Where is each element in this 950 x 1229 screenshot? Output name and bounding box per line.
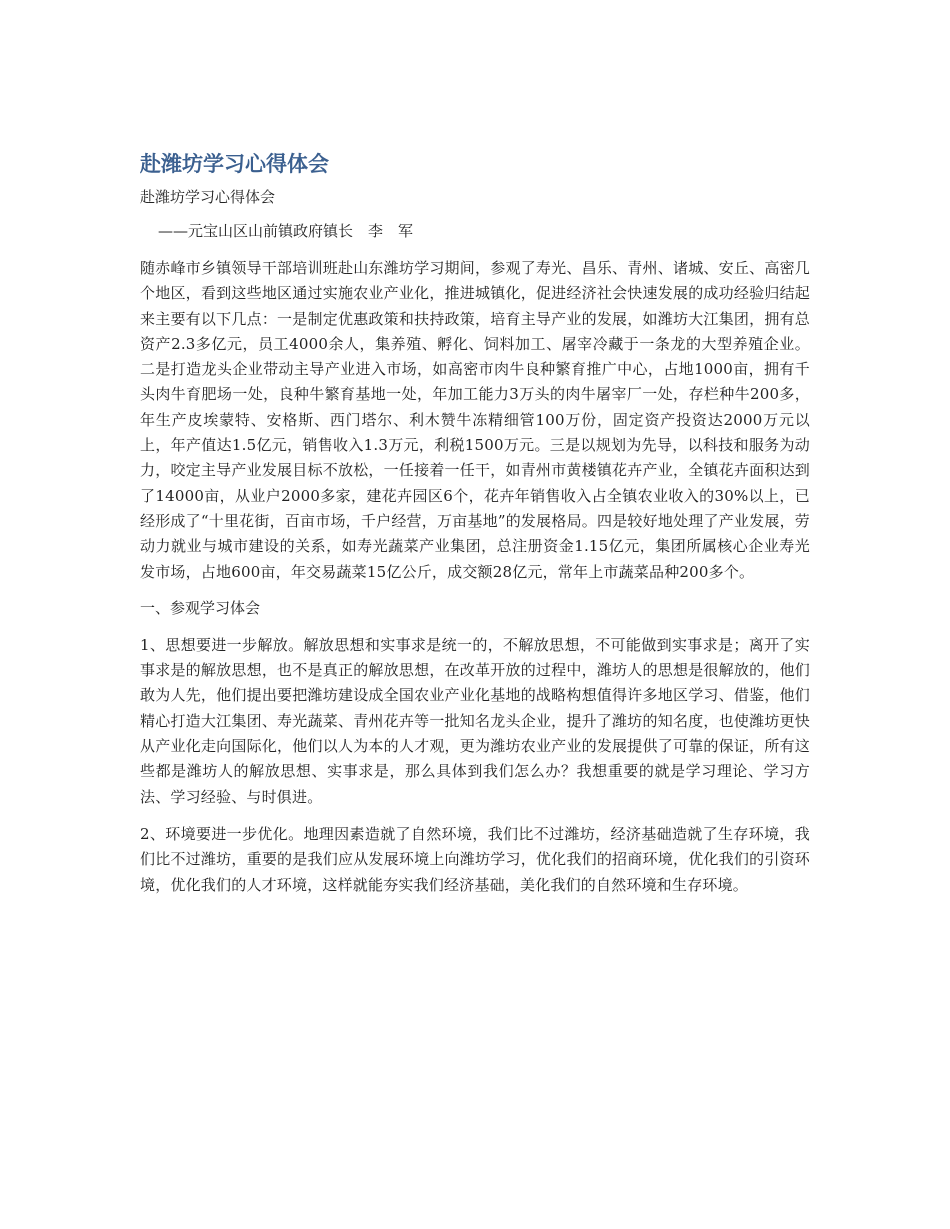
intro-paragraph: 随赤峰市乡镇领导干部培训班赴山东潍坊学习期间，参观了寿光、昌乐、青州、诸城、安丘、高密几个地区，看到这些地区通过实施农业产业化，推进城镇化，促进经济社会快速发展的成功经验归结起来主要有以下几点：一是制定优惠政策和扶持政策，培育主导产业的发展，如潍坊大江集团，拥有总资产2.3多亿元，员工4000余人，集养殖、孵化、饲料加工、屠宰冷藏于一条龙的大型养殖企业。二是打造龙头企业带动主导产业进入市场，如高密市肉牛良种繁育推广中心，占地1000亩，拥有千头肉牛育肥场一处，良种牛繁育基地一处，年加工能力3万头的肉牛屠宰厂一处，存栏种牛200多，年生产皮埃蒙特、安格斯、西门塔尔、利木赞牛冻精细管100万份，固定资产投资达2000万元以上，年产值达1.5亿元，销售收入1.3万元，利税1500万元。三是以规划为先导，以科技和服务为动力，咬定主导产业发展目标不放松，一任接着一任干，如青州市黄楼镇花卉产业，全镇花卉面积达到了14000亩，从业户2000多家，建花卉园区6个，花卉年销售收入占全镇农业收入的30%以上，已经形成了“十里花街，百亩市场，千户经营，万亩基地”的发展格局。四是较好地处理了产业发展，劳动力就业与城市建设的关系，如寿光蔬菜产业集团，总注册资金1.15亿元，集团所属核心企业寿光发市场，占地600亩，年交易蔬菜15亿公斤，成交额28亿元，常年上市蔬菜品种200多个。 — [140, 259, 810, 581]
point-1-paragraph: 1、思想要进一步解放。解放思想和实事求是统一的，不解放思想，不可能做到实事求是；离开了实事求是的解放思想，也不是真正的解放思想，在改革开放的过程中，潍坊人的思想是很解放的，他们敢为人先，他们提出要把潍坊建设成全国农业产业化基地的战略构想值得许多地区学习、借鉴，他们精心打造大江集团、寿光蔬菜、青州花卉等一批知名龙头企业，提升了潍坊的知名度，也使潍坊更快从产业化走向国际化，他们以人为本的人才观，更为潍坊农业产业的发展提供了可靠的保证，所有这些都是潍坊人的解放思想、实事求是，那么具体到我们怎么办？我想重要的就是学习理论、学习方法、学习经验、与时俱进。 — [140, 635, 810, 806]
point-2-paragraph: 2、环境要进一步优化。地理因素造就了自然环境，我们比不过潍坊，经济基础造就了生存环境，我们比不过潍坊，重要的是我们应从发展环境上向潍坊学习，优化我们的招商环境，优化我们的引资环境，优化我们的人才环境，这样就能夯实我们经济基础，美化我们的自然环境和生存环境。 — [140, 824, 810, 894]
document-subtitle: 赴潍坊学习心得体会 — [140, 188, 276, 206]
author-byline: ——元宝山区山前镇政府镇长 李 军 — [158, 222, 414, 240]
section-heading: 一、参观学习体会 — [140, 598, 261, 617]
document-page — [140, 150, 810, 910]
document-title: 赴潍坊学习心得体会 — [140, 152, 329, 176]
